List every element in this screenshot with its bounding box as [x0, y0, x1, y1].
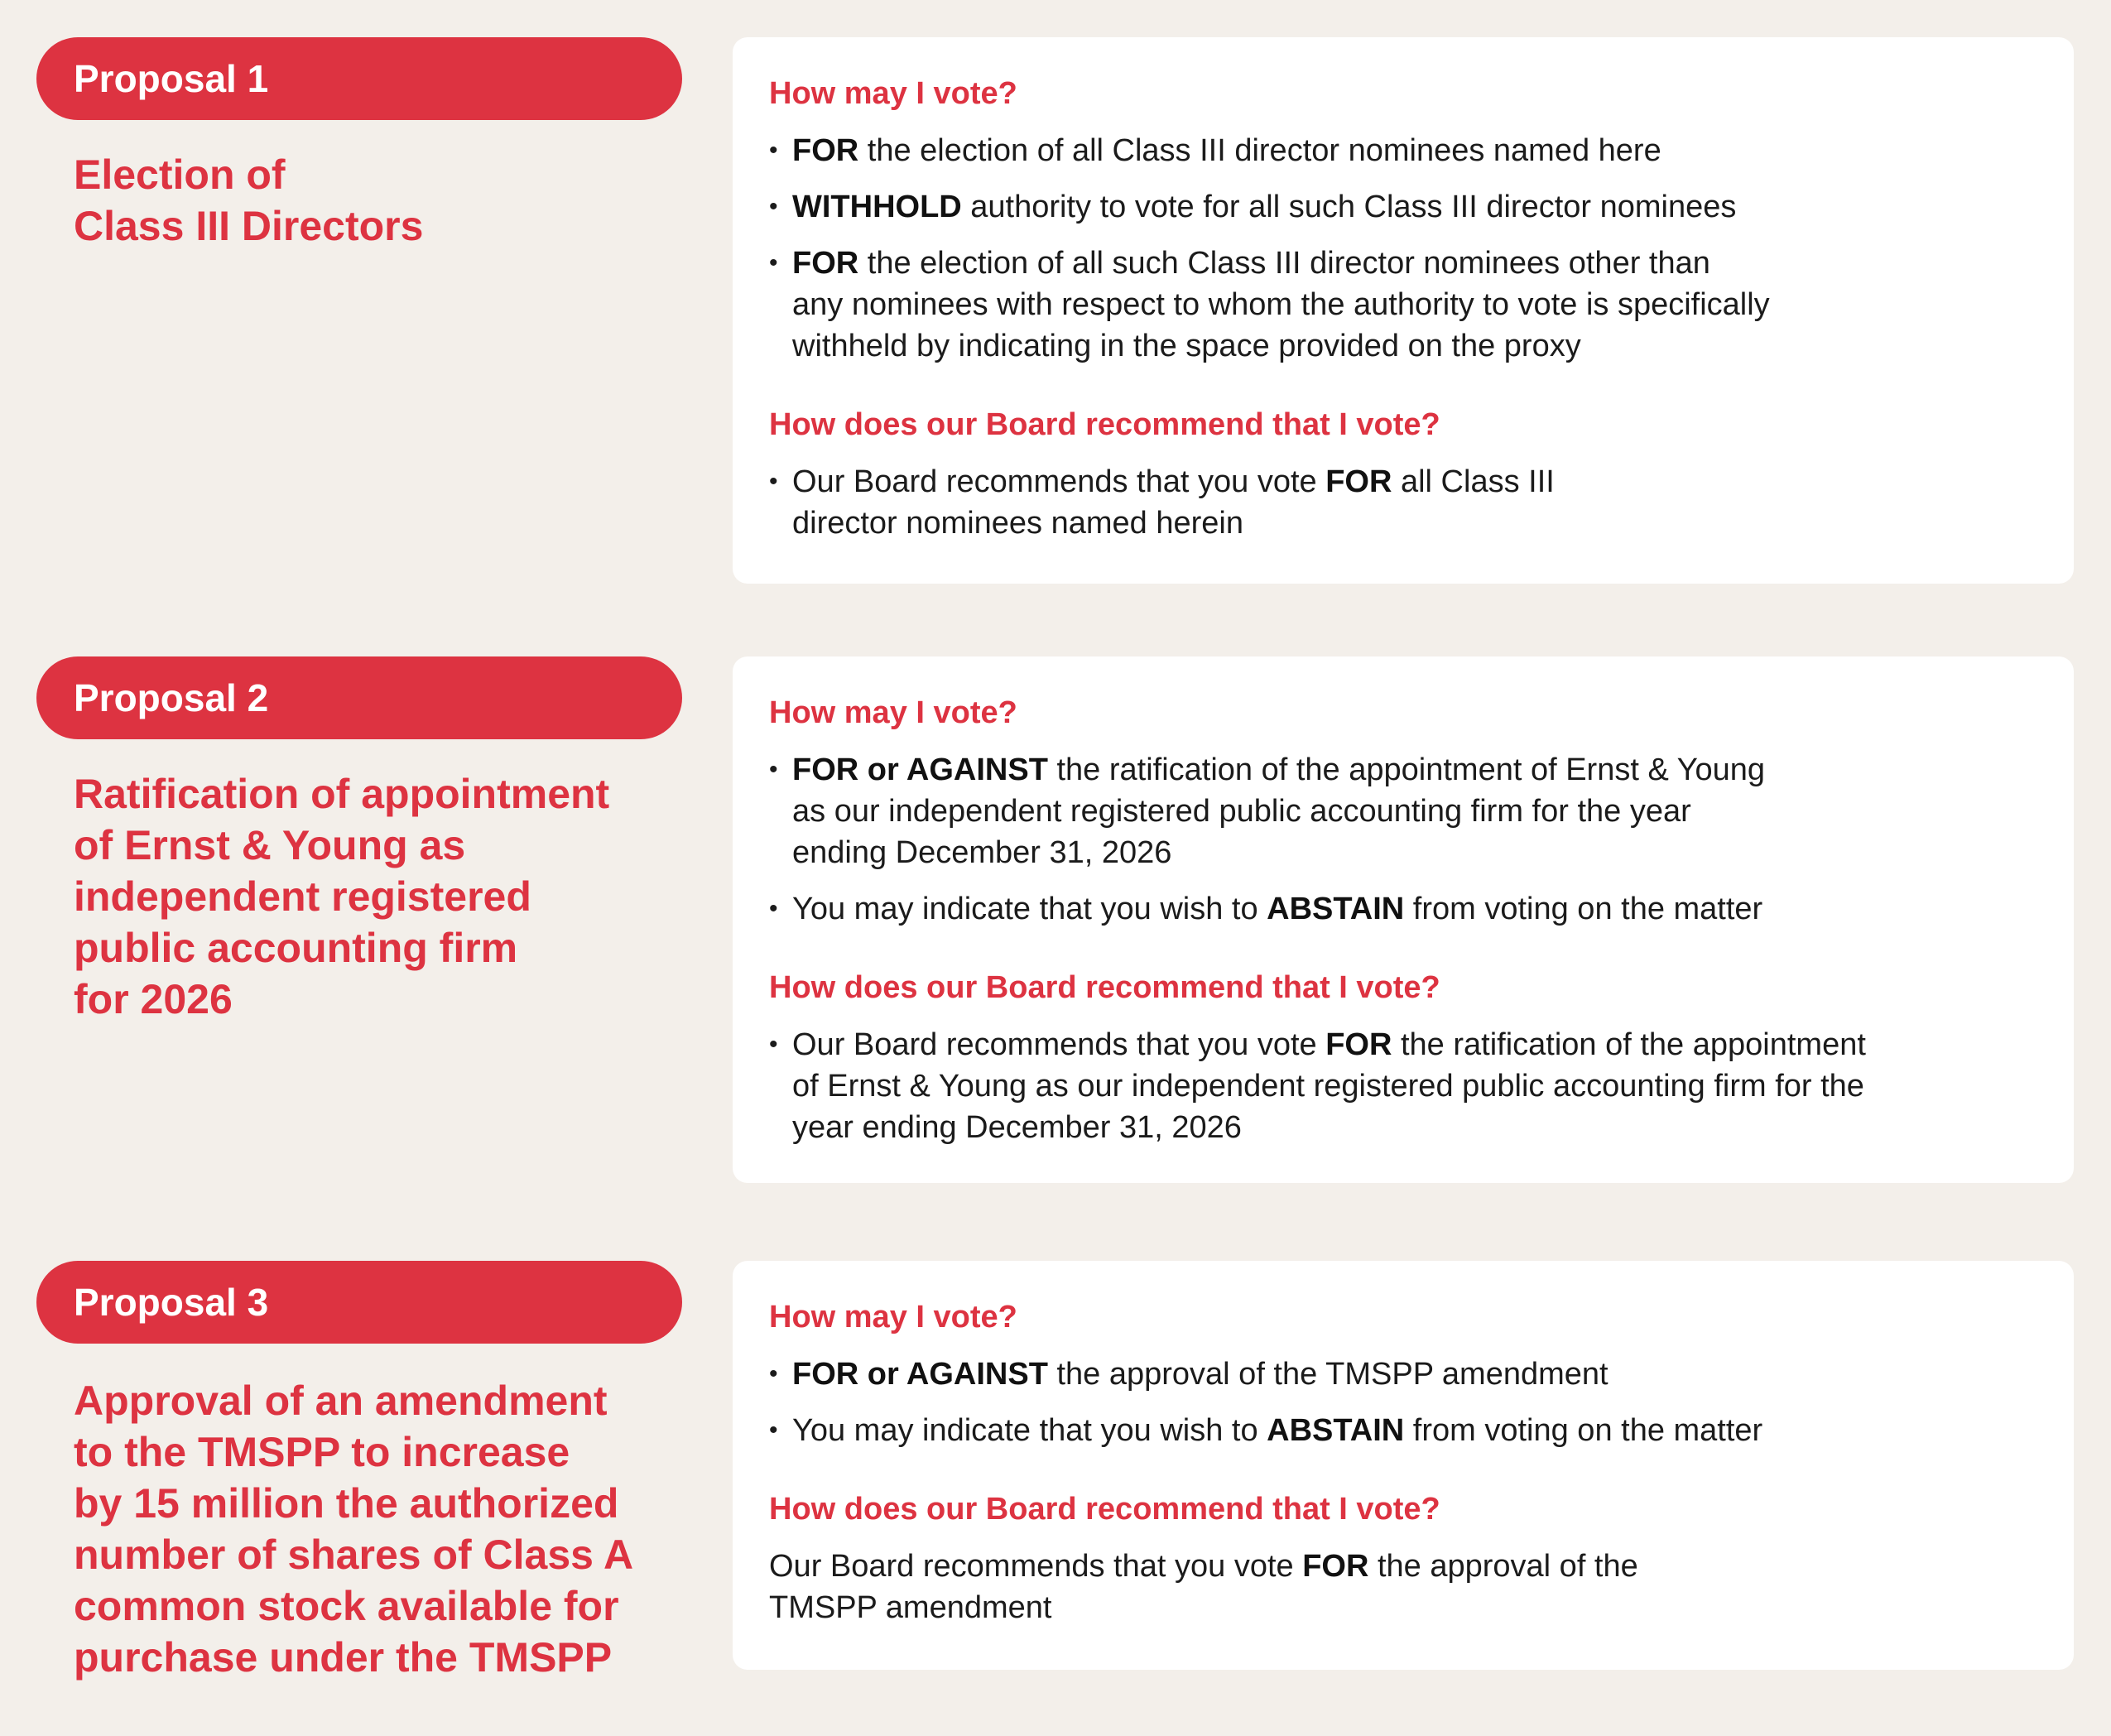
proposal-3-title — [74, 1375, 678, 1683]
title-line: by 15 million the authorized — [74, 1480, 619, 1527]
recommendation-list — [769, 1024, 2037, 1148]
vote-options-list — [769, 130, 2037, 367]
list-item: • FOR or AGAINST the ratification of the appointment of Ernst & Young as our independent registered public accounting firm for the year ending December 31, 2026 — [769, 749, 2037, 873]
title-line: to the TMSPP to increase — [74, 1429, 570, 1475]
proposal-2-title — [74, 768, 678, 1025]
list-item: • FOR the election of all Class III director nominees named here — [769, 130, 2037, 171]
recommendation-list — [769, 461, 2037, 544]
proposal-1-label: Proposal 1 — [36, 37, 682, 120]
vote-options-list — [769, 749, 2037, 930]
recommendation-text: Our Board recommends that you vote FOR the approval of the TMSPP amendment — [769, 1549, 1638, 1625]
proposal-1-title — [74, 149, 678, 252]
title-line: Ratification of appointment — [74, 771, 610, 817]
title-line: Approval of an amendment — [74, 1378, 608, 1424]
vote-options-list — [769, 1354, 2037, 1451]
proposal-2-card — [733, 656, 2074, 1183]
how-may-i-vote-heading: How may I vote? — [769, 1300, 1017, 1334]
title-line: public accounting firm — [74, 925, 518, 971]
proposal-3-card — [733, 1261, 2074, 1670]
list-item: • FOR the election of all such Class III director nominees other than any nominees with respect to whom the authority to vote is specifically withheld by indicating in the space provided on the proxy — [769, 243, 2037, 367]
list-item: • You may indicate that you wish to ABSTAIN from voting on the matter — [769, 888, 2037, 930]
proposal-2-label: Proposal 2 — [36, 656, 682, 739]
list-item: • FOR or AGAINST the approval of the TMSPP amendment — [769, 1354, 2037, 1395]
proposal-3-label: Proposal 3 — [36, 1261, 682, 1344]
title-line: for 2026 — [74, 976, 233, 1022]
list-item: • WITHHOLD authority to vote for all such Class III director nominees — [769, 186, 2037, 228]
how-may-i-vote-heading: How may I vote? — [769, 76, 1017, 111]
title-line: common stock available for — [74, 1583, 619, 1629]
how-may-i-vote-heading: How may I vote? — [769, 695, 1017, 730]
title-line: Election of — [74, 151, 286, 198]
list-item: • Our Board recommends that you vote FOR all Class III director nominees named herein — [769, 461, 2037, 544]
board-recommend-heading: How does our Board recommend that I vote? — [769, 407, 1440, 442]
list-item: • You may indicate that you wish to ABSTAIN from voting on the matter — [769, 1410, 2037, 1451]
title-line: number of shares of Class A — [74, 1532, 634, 1578]
title-line: Class III Directors — [74, 203, 424, 249]
list-item: • Our Board recommends that you vote FOR the ratification of the appointment of Ernst & Young as our independent registered public accounting firm for the year ending December 31, 2026 — [769, 1024, 2037, 1148]
title-line: independent registered — [74, 873, 531, 920]
board-recommend-heading: How does our Board recommend that I vote? — [769, 1492, 1440, 1527]
title-line: purchase under the TMSPP — [74, 1634, 613, 1681]
board-recommend-heading: How does our Board recommend that I vote? — [769, 970, 1440, 1005]
proposal-1-card — [733, 37, 2074, 584]
title-line: of Ernst & Young as — [74, 822, 466, 868]
